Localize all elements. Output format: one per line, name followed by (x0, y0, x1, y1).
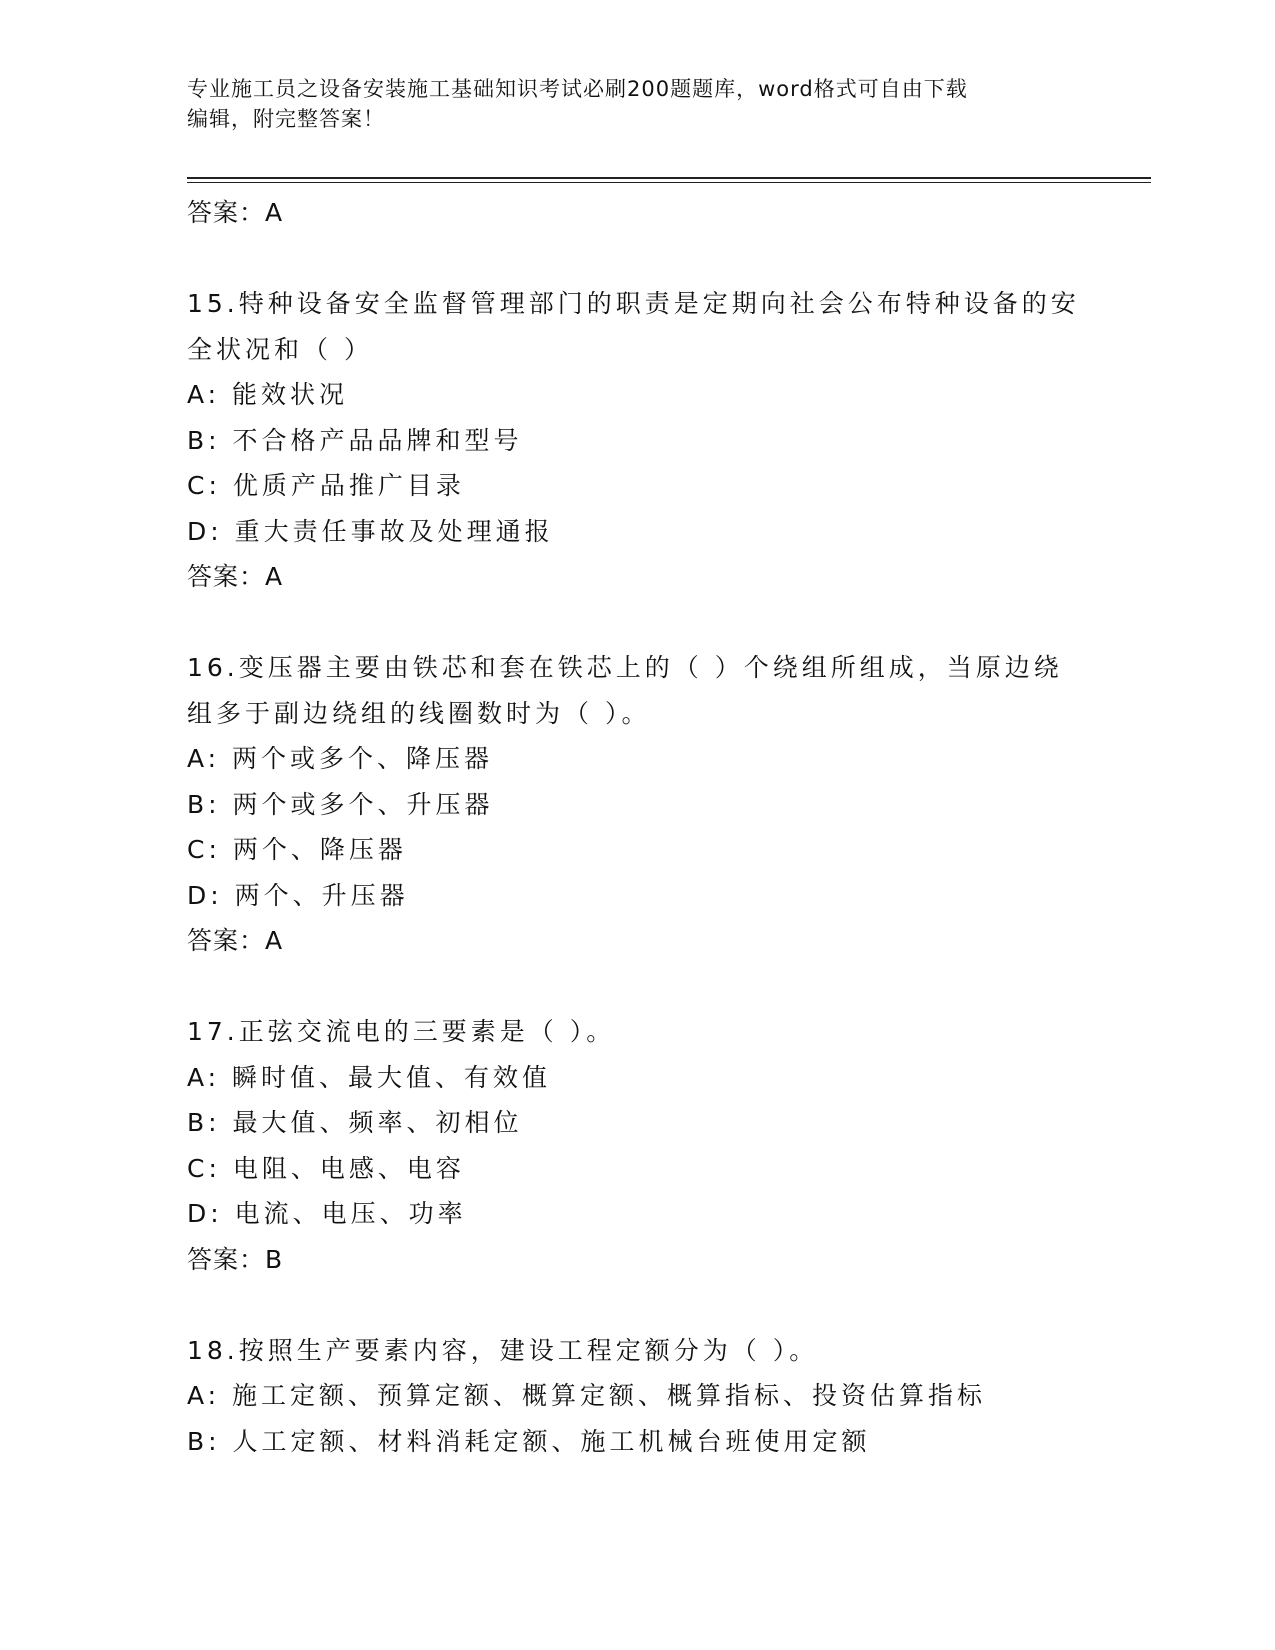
question-stem: 18.按照生产要素内容，建设工程定额分为（ ）。 (187, 1335, 819, 1365)
option-b: B: 最大值、频率、初相位 (187, 1108, 523, 1137)
header-divider-thin (187, 182, 1151, 183)
header-divider-thick (187, 177, 1151, 179)
option-b: B: 两个或多个、升压器 (187, 789, 494, 819)
question-item (187, 1328, 1087, 1465)
question-stem: 17.正弦交流电的三要素是（ ）。 (187, 1017, 616, 1046)
question-stem-continued: 组多于副边绕组的线圈数时为（ ）。 (187, 698, 651, 728)
option-a: A: 瞬时值、最大值、有效值 (187, 1062, 552, 1092)
answer-line: 答案：B (187, 1244, 284, 1274)
option-a: A: 两个或多个、降压器 (187, 744, 494, 773)
option-a: A: 能效状况 (187, 380, 349, 409)
option-a: A: 施工定额、预算定额、概算定额、概算指标、投资估算指标 (187, 1381, 987, 1410)
option-c: C: 电阻、电感、电容 (187, 1153, 465, 1183)
question-list (187, 190, 1087, 1464)
header-line-1: 专业施工员之设备安装施工基础知识考试必刷200题题库，word格式可自由下载 (187, 77, 968, 101)
option-d: D: 重大责任事故及处理通报 (187, 516, 554, 546)
question-item (187, 281, 1087, 600)
header-line-2: 编辑，附完整答案！ (187, 107, 385, 131)
option-b: B: 人工定额、材料消耗定额、施工机械台班使用定额 (187, 1426, 871, 1456)
answer-line: 答案：A (187, 926, 284, 955)
answer-line: 答案：A (187, 198, 284, 227)
question-item (187, 645, 1087, 964)
option-c: C: 两个、降压器 (187, 835, 407, 864)
question-stem-continued: 全状况和（ ） (187, 334, 373, 364)
document-header (187, 74, 1087, 134)
option-b: B: 不合格产品品牌和型号 (187, 425, 523, 455)
answer-line: 答案：A (187, 562, 284, 591)
option-d: D: 电流、电压、功率 (187, 1199, 467, 1228)
question-item (187, 1009, 1087, 1282)
question-stem: 16.变压器主要由铁芯和套在铁芯上的（ ）个绕组所组成，当原边绕 (187, 653, 1063, 682)
option-c: C: 优质产品推广目录 (187, 471, 465, 500)
question-stem: 15.特种设备安全监督管理部门的职责是定期向社会公布特种设备的安 (187, 289, 1080, 318)
option-d: D: 两个、升压器 (187, 880, 409, 910)
